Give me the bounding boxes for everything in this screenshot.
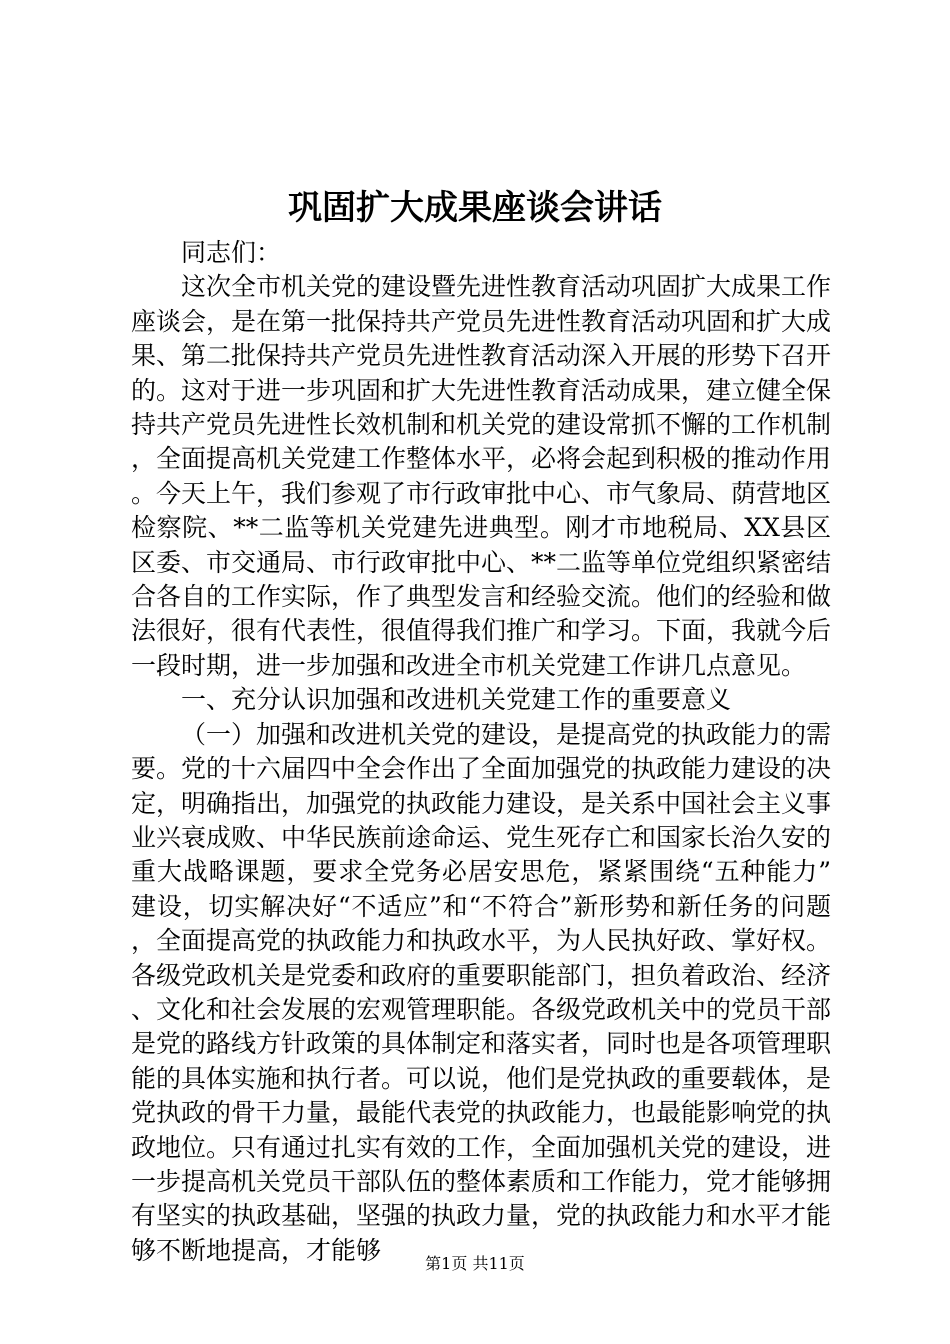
document-body	[131, 236, 831, 1268]
section-heading: 一、充分认识加强和改进机关党建工作的重要意义	[181, 685, 732, 715]
greeting-paragraph: 同志们：	[181, 238, 282, 267]
body-paragraph: 这次全市机关党的建设暨先进性教育活动巩固扩大成果工作座谈会，是在第一批保持共产党员先进性教育活动巩固和扩大成果、第二批保持共产党员先进性教育活动深入开展的形势下召开的。这对于进一步巩固和扩大先进性教育活动成果，建立健全保持共产党员先进性长效机制和机关党的建设常抓不懈的工作机制，全面提高机关党建工作整体水平，必将会起到积极的推动作用。今天上午，我们参观了市行政审批中心、市气象局、荫营地区检察院、**二监等机关党建先进典型。刚才市地税局、XX县区区委、市交通局、市行政审批中心、**二监等单位党组织紧密结合各自的工作实际，作了典型发言和经验交流。他们的经验和做法很好，很有代表性，很值得我们推广和学习。下面，我就今后一段时期，进一步加强和改进全市机关党建工作讲几点意见。	[131, 272, 832, 680]
document-title: 巩固扩大成果座谈会讲话	[288, 188, 662, 228]
page-footer: 第1页 共11页	[425, 1254, 525, 1273]
body-paragraph: （一）加强和改进机关党的建设，是提高党的执政能力的需要。党的十六届四中全会作出了全面加强党的执政能力建设的决定，明确指出，加强党的执政能力建设，是关系中国社会主义事业兴衰成败、中华民族前途命运、党生死存亡和国家长治久安的重大战略课题，要求全党务必居安思危，紧紧围绕“五种能力”建设，切实解决好“不适应”和“不符合”新形势和新任务的问题，全面提高党的执政能力和执政水平，为人民执好政、掌好权。各级党政机关是党委和政府的重要职能部门，担负着政治、经济、文化和社会发展的宏观管理职能。各级党政机关中的党员干部是党的路线方针政策的具体制定和落实者，同时也是各项管理职能的具体实施和执行者。可以说，他们是党执政的重要载体，是党执政的骨干力量，最能代表党的执政能力，也最能影响党的执政地位。只有通过扎实有效的工作，全面加强机关党的建设，进一步提高机关党员干部队伍的整体素质和工作能力，党才能够拥有坚实的执政基础，坚强的执政力量，党的执政能力和水平才能够不断地提高，才能够	[131, 719, 832, 1265]
